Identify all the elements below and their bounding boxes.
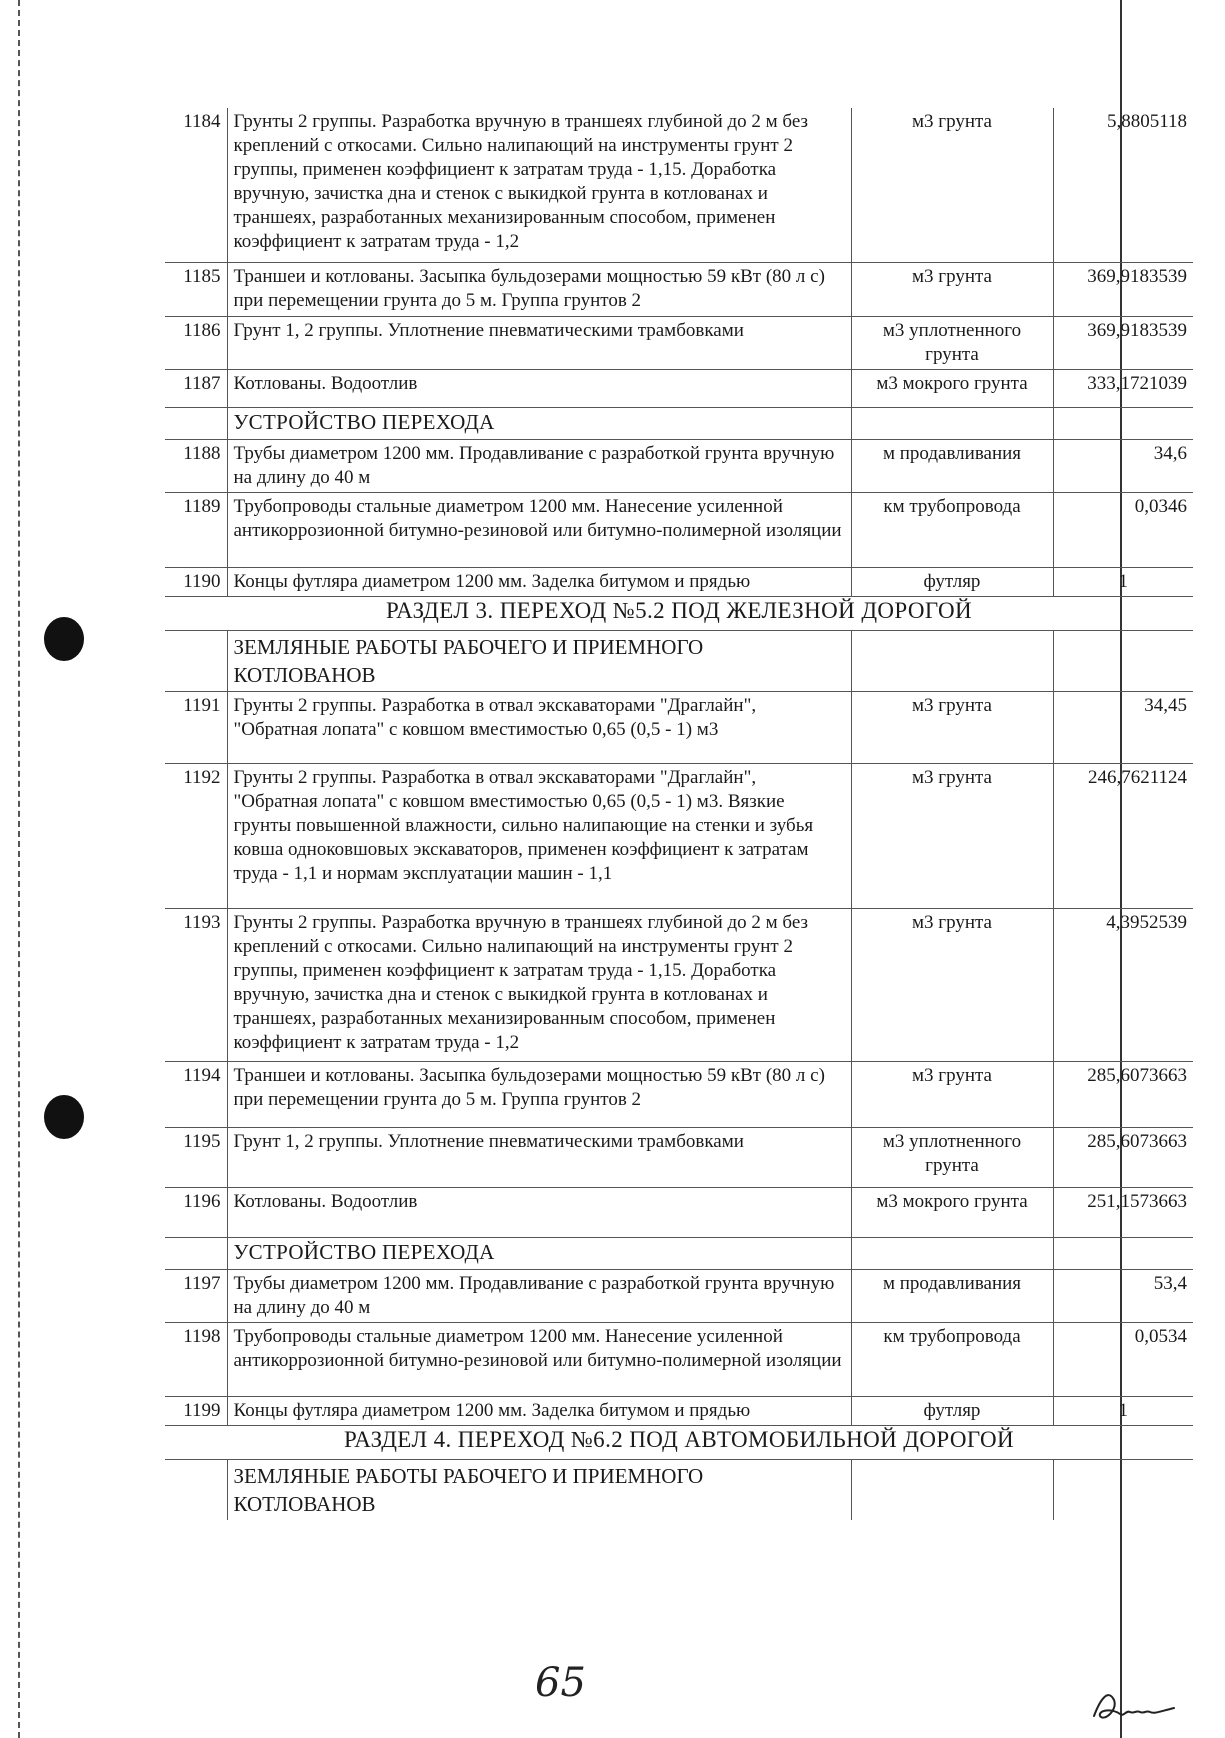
row-number: 1198 [165, 1322, 227, 1396]
work-description: Трубопроводы стальные диаметром 1200 мм. Нанесение усиленной антикоррозионной битумно-резиновой или битумно-полимерной изоляции [227, 1322, 851, 1396]
row-number: 1196 [165, 1187, 227, 1237]
table-row [165, 1322, 1193, 1396]
row-number: 1188 [165, 439, 227, 492]
table-row [165, 908, 1193, 1061]
row-number-empty [165, 630, 227, 691]
section-heading-row [165, 596, 1193, 630]
work-description: Траншеи и котлованы. Засыпка бульдозерами мощностью 59 кВт (80 л с) при перемещении грунта до 5 м. Группа грунтов 2 [227, 1061, 851, 1127]
subsection-heading: УСТРОЙСТВО ПЕРЕХОДА [227, 1237, 851, 1269]
quantity: 333,1721039 [1053, 369, 1193, 407]
quantity: 251,1573663 [1053, 1187, 1193, 1237]
quantity: 34,45 [1053, 691, 1193, 763]
table-row [165, 262, 1193, 316]
row-number: 1199 [165, 1396, 227, 1425]
row-number: 1185 [165, 262, 227, 316]
work-description: Трубы диаметром 1200 мм. Продавливание с разработкой грунта вручную на длину до 40 м [227, 1269, 851, 1322]
section-heading-row [165, 1425, 1193, 1459]
table-row [165, 763, 1193, 908]
punch-hole-bottom [44, 1095, 84, 1139]
unit-of-measure: м3 уплотненного грунта [851, 316, 1053, 369]
unit-empty [851, 1237, 1053, 1269]
row-number-empty [165, 1459, 227, 1520]
unit-of-measure: м3 грунта [851, 691, 1053, 763]
work-description: Грунт 1, 2 группы. Уплотнение пневматическими трамбовками [227, 1127, 851, 1187]
unit-empty [851, 1459, 1053, 1520]
row-number: 1193 [165, 908, 227, 1061]
section-heading: РАЗДЕЛ 4. ПЕРЕХОД №6.2 ПОД АВТОМОБИЛЬНОЙ ДОРОГОЙ [165, 1425, 1193, 1459]
work-description: Трубы диаметром 1200 мм. Продавливание с разработкой грунта вручную на длину до 40 м [227, 439, 851, 492]
unit-of-measure: км трубопровода [851, 1322, 1053, 1396]
work-description: Грунты 2 группы. Разработка в отвал экскаваторами "Драглайн", "Обратная лопата" с ковшом вместимостью 0,65 (0,5 - 1) м3. Вязкие грунты повышенной влажности, сильно налипающие на стенки и зубья ковша одноковшовых экскаваторов, применен коэффициент к затратам труда - 1,1 и нормам эксплуатации машин - 1,1 [227, 763, 851, 908]
quantity: 246,7621124 [1053, 763, 1193, 908]
table-row [165, 1127, 1193, 1187]
subsection-heading: ЗЕМЛЯНЫЕ РАБОТЫ РАБОЧЕГО И ПРИЕМНОГО КОТЛОВАНОВ [227, 630, 851, 691]
row-number: 1187 [165, 369, 227, 407]
unit-empty [851, 407, 1053, 439]
quantity: 4,3952539 [1053, 908, 1193, 1061]
table-row [165, 369, 1193, 407]
row-number-empty [165, 407, 227, 439]
table-row [165, 439, 1193, 492]
unit-of-measure: м3 грунта [851, 908, 1053, 1061]
table-row [165, 1396, 1193, 1425]
quantity: 285,6073663 [1053, 1127, 1193, 1187]
table-row [165, 108, 1193, 262]
quantity: 0,0346 [1053, 492, 1193, 567]
work-description: Грунты 2 группы. Разработка вручную в траншеях глубиной до 2 м без креплений с откосами. Сильно налипающий на инструменты грунт 2 группы, применен коэффициент к затратам труда - 1,15. Доработка вручную, зачистка дна и стенок с выкидкой грунта в котлованах и траншеях, разработанных механизированным способом, применен коэффициент к затратам труда - 1,2 [227, 908, 851, 1061]
row-number-empty [165, 1237, 227, 1269]
section-heading: РАЗДЕЛ 3. ПЕРЕХОД №5.2 ПОД ЖЕЛЕЗНОЙ ДОРОГОЙ [165, 596, 1193, 630]
work-description: Грунты 2 группы. Разработка вручную в траншеях глубиной до 2 м без креплений с откосами. Сильно налипающий на инструменты грунт 2 группы, применен коэффициент к затратам труда - 1,15. Доработка вручную, зачистка дна и стенок с выкидкой грунта в котлованах и траншеях, разработанных механизированным способом, применен коэффициент к затратам труда - 1,2 [227, 108, 851, 262]
table-row [165, 1061, 1193, 1127]
quantity: 0,0534 [1053, 1322, 1193, 1396]
subsection-heading: УСТРОЙСТВО ПЕРЕХОДА [227, 407, 851, 439]
binding-margin-line [18, 0, 20, 1738]
unit-of-measure: м3 уплотненного грунта [851, 1127, 1053, 1187]
quantity: 369,9183539 [1053, 262, 1193, 316]
unit-of-measure: футляр [851, 567, 1053, 596]
row-number: 1195 [165, 1127, 227, 1187]
unit-of-measure: м3 мокрого грунта [851, 369, 1053, 407]
subsection-row [165, 1237, 1193, 1269]
work-description: Котлованы. Водоотлив [227, 369, 851, 407]
unit-of-measure: м3 грунта [851, 1061, 1053, 1127]
subsection-heading: ЗЕМЛЯНЫЕ РАБОТЫ РАБОЧЕГО И ПРИЕМНОГО КОТЛОВАНОВ [227, 1459, 851, 1520]
subsection-row [165, 630, 1193, 691]
work-description: Концы футляра диаметром 1200 мм. Заделка битумом и прядью [227, 1396, 851, 1425]
work-description: Грунт 1, 2 группы. Уплотнение пневматическими трамбовками [227, 316, 851, 369]
row-number: 1197 [165, 1269, 227, 1322]
unit-of-measure: футляр [851, 1396, 1053, 1425]
quantity: 1 [1053, 1396, 1193, 1425]
quantity-empty [1053, 1237, 1193, 1269]
quantity: 34,6 [1053, 439, 1193, 492]
quantity: 369,9183539 [1053, 316, 1193, 369]
table-row [165, 1269, 1193, 1322]
quantity: 5,8805118 [1053, 108, 1193, 262]
work-description: Трубопроводы стальные диаметром 1200 мм. Нанесение усиленной антикоррозионной битумно-резиновой или битумно-полимерной изоляции [227, 492, 851, 567]
unit-empty [851, 630, 1053, 691]
unit-of-measure: м3 грунта [851, 262, 1053, 316]
work-description: Концы футляра диаметром 1200 мм. Заделка битумом и прядью [227, 567, 851, 596]
quantity-empty [1053, 630, 1193, 691]
table-row [165, 492, 1193, 567]
unit-of-measure: м3 мокрого грунта [851, 1187, 1053, 1237]
estimate-table [165, 108, 1193, 1520]
unit-of-measure: м3 грунта [851, 108, 1053, 262]
unit-of-measure: м3 грунта [851, 763, 1053, 908]
table-row [165, 1187, 1193, 1237]
table-row [165, 316, 1193, 369]
row-number: 1191 [165, 691, 227, 763]
subsection-row [165, 407, 1193, 439]
subsection-row [165, 1459, 1193, 1520]
quantity: 53,4 [1053, 1269, 1193, 1322]
work-description: Грунты 2 группы. Разработка в отвал экскаваторами "Драглайн", "Обратная лопата" с ковшом вместимостью 0,65 (0,5 - 1) м3 [227, 691, 851, 763]
quantity-empty [1053, 407, 1193, 439]
punch-hole-top [44, 617, 84, 661]
quantity: 1 [1053, 567, 1193, 596]
row-number: 1186 [165, 316, 227, 369]
table-row [165, 691, 1193, 763]
quantity-empty [1053, 1459, 1193, 1520]
row-number: 1189 [165, 492, 227, 567]
work-description: Траншеи и котлованы. Засыпка бульдозерами мощностью 59 кВт (80 л с) при перемещении грунта до 5 м. Группа грунтов 2 [227, 262, 851, 316]
page-number: 65 [535, 1660, 586, 1706]
table-row [165, 567, 1193, 596]
handwritten-signature [1090, 1670, 1180, 1730]
work-description: Котлованы. Водоотлив [227, 1187, 851, 1237]
quantity: 285,6073663 [1053, 1061, 1193, 1127]
unit-of-measure: м продавливания [851, 439, 1053, 492]
row-number: 1194 [165, 1061, 227, 1127]
row-number: 1190 [165, 567, 227, 596]
row-number: 1184 [183, 111, 221, 132]
row-number: 1192 [165, 763, 227, 908]
unit-of-measure: км трубопровода [851, 492, 1053, 567]
unit-of-measure: м продавливания [851, 1269, 1053, 1322]
